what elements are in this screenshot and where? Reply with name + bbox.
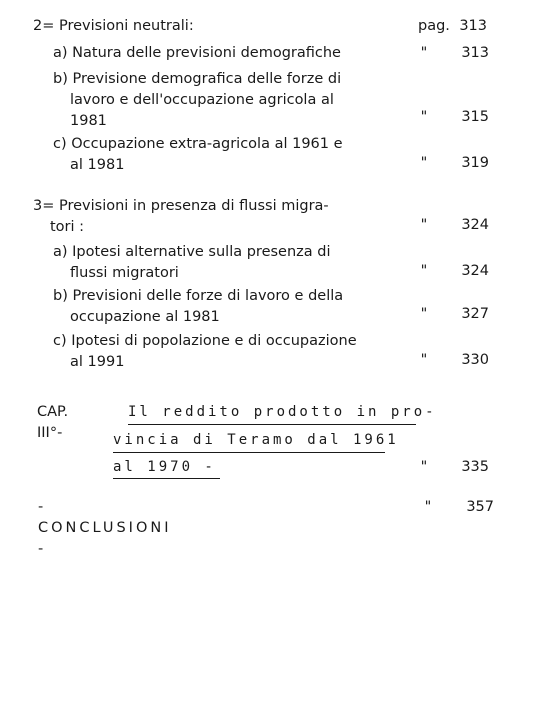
toc-entry-title: b) Previsioni delle forze di lavoro e della xyxy=(53,288,344,304)
page-number: 324 xyxy=(461,217,489,233)
toc-entry-title: c) Ipotesi di popolazione e di occupazione xyxy=(53,333,357,349)
ditto-mark: " xyxy=(420,217,428,233)
toc-entry-title: flussi migratori xyxy=(70,265,179,281)
ditto-mark: " xyxy=(420,155,428,171)
underline-rule xyxy=(113,452,385,453)
ditto-mark: " xyxy=(420,459,428,475)
toc-entry-title: occupazione al 1981 xyxy=(70,309,220,325)
page-label: pag. xyxy=(418,18,450,34)
ditto-mark: " xyxy=(420,352,428,368)
toc-entry-title: tori : xyxy=(50,219,85,235)
chapter-title-line: vincia di Teramo dal 1961 xyxy=(113,432,399,448)
toc-entry-title: b) Previsione demografica delle forze di xyxy=(53,71,342,87)
toc-entry-title: al 1981 xyxy=(70,157,125,173)
page-number: 319 xyxy=(461,155,489,171)
toc-entry-title: 1981 xyxy=(70,113,107,129)
ditto-mark: " xyxy=(420,45,428,61)
toc-entry-title: c) Occupazione extra-agricola al 1961 e xyxy=(53,136,343,152)
toc-entry-title: a) Ipotesi alternative sulla presenza di xyxy=(53,244,331,260)
toc-entry-title: a) Natura delle previsioni demografiche xyxy=(53,45,341,61)
underline-rule xyxy=(128,424,416,425)
toc-entry-title: 3= Previsioni in presenza di flussi migra- xyxy=(33,198,329,214)
ditto-mark: " xyxy=(420,263,428,279)
toc-entry-title: lavoro e dell'occupazione agricola al xyxy=(70,92,334,108)
page-number: 315 xyxy=(461,109,489,125)
chapter-title-line: al 1970 - xyxy=(113,459,216,475)
page-number: 327 xyxy=(461,306,489,322)
page-number: 330 xyxy=(461,352,489,368)
toc-entry-title: 2= Previsioni neutrali: xyxy=(33,18,194,34)
underline-rule xyxy=(113,478,220,479)
ditto-mark: " xyxy=(424,499,432,515)
page-number: 313 xyxy=(459,18,487,34)
ditto-mark: " xyxy=(420,109,428,125)
page-number: 335 xyxy=(461,459,489,475)
chapter-title-line: Il reddito prodotto in pro- xyxy=(128,404,437,420)
chapter-prefix: CAP. III°- xyxy=(37,404,69,441)
ditto-mark: " xyxy=(420,306,428,322)
toc-entry-title: al 1991 xyxy=(70,354,125,370)
page-number: 357 xyxy=(466,499,494,515)
conclusion-title: - CONCLUSIONI - xyxy=(38,499,172,557)
page-number: 324 xyxy=(461,263,489,279)
page-number: 313 xyxy=(461,45,489,61)
